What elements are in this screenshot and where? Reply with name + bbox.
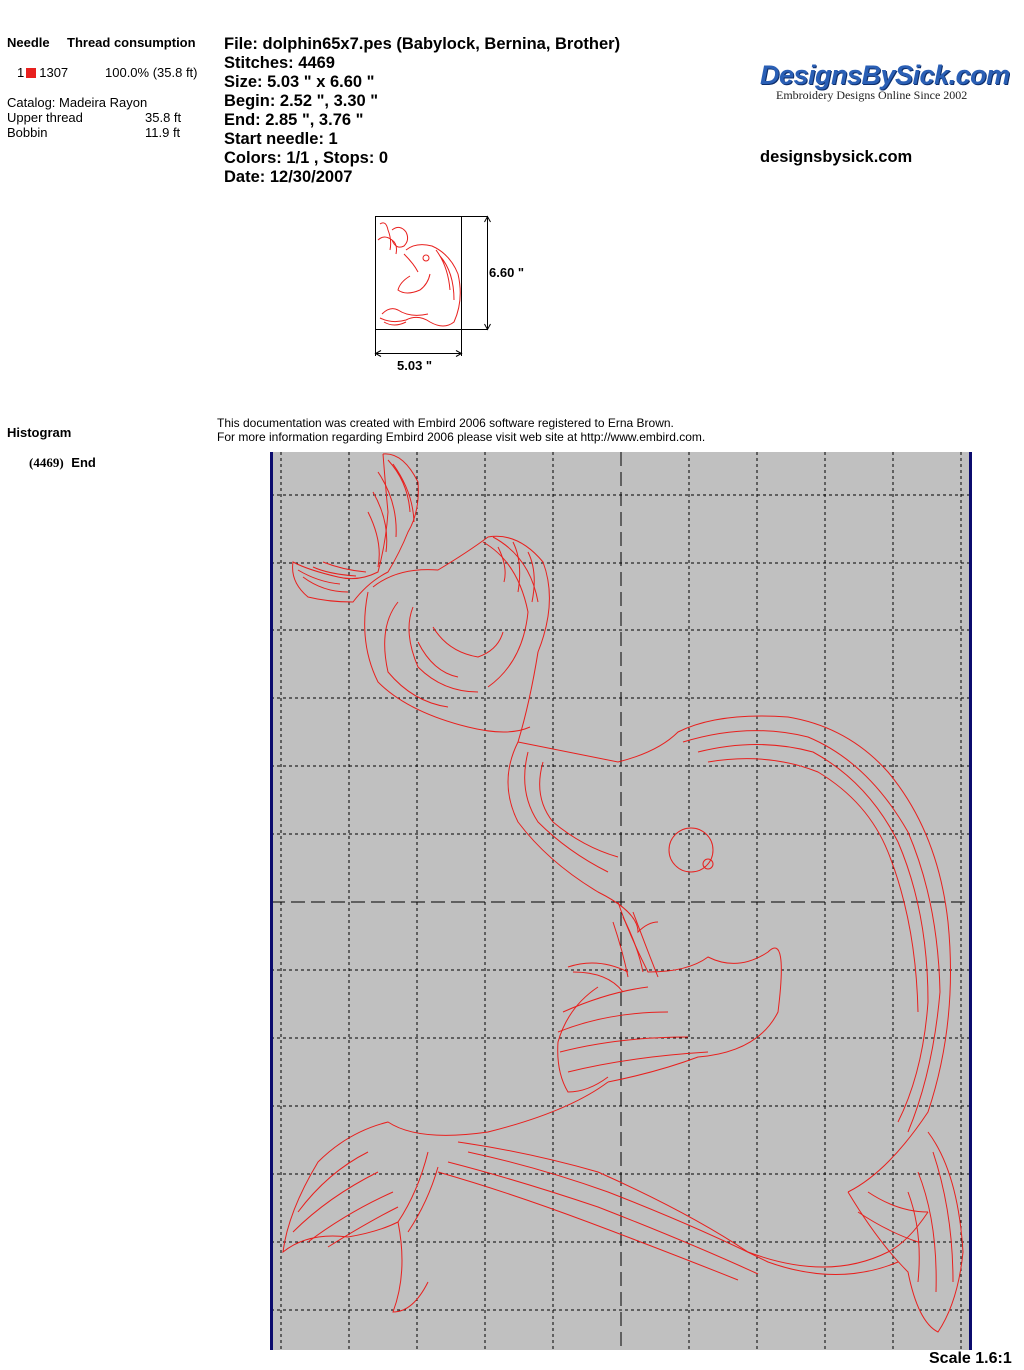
begin-position: Begin: 2.52 ", 3.30 " — [224, 92, 379, 110]
preview-width-label: 5.03 " — [397, 358, 433, 373]
stitch-count: Stitches: 4469 — [224, 54, 335, 72]
design-info — [224, 35, 620, 187]
bobbin-value: 11.9 ft — [145, 125, 181, 140]
end-position: End: 2.85 ", 3.76 " — [224, 111, 364, 129]
canvas-left-border — [270, 452, 273, 1350]
thread-color-swatch — [26, 68, 36, 78]
histogram-count: (4469) — [29, 455, 64, 470]
site-logo — [760, 60, 1010, 103]
documentation-note — [217, 416, 705, 444]
histogram-entry — [29, 455, 96, 471]
colors-stops: Colors: 1/1 , Stops: 0 — [224, 149, 389, 167]
upper-thread-value: 35.8 ft — [145, 110, 182, 125]
bobbin-label: Bobbin — [7, 125, 48, 140]
scale-label: Scale 1.6:1 — [929, 1350, 1012, 1367]
design-size: Size: 5.03 " x 6.60 " — [224, 73, 375, 91]
canvas-right-border — [969, 452, 972, 1350]
note-line-2: For more information regarding Embird 2006 please visit web site at http://www.embird.com. — [217, 430, 706, 444]
logo-tagline: Embroidery Designs Online Since 2002 — [776, 88, 968, 102]
start-needle: Start needle: 1 — [224, 130, 338, 148]
preview-frame — [376, 217, 462, 330]
needle-header: Needle — [7, 35, 50, 50]
thread-consumption-value: 100.0% (35.8 ft) — [105, 65, 198, 80]
file-name: File: dolphin65x7.pes (Babylock, Bernina, Brother) — [224, 35, 621, 53]
note-line-1: This documentation was created with Embird 2006 software registered to Erna Brown. — [217, 416, 674, 430]
histogram-title: Histogram — [7, 425, 72, 440]
thread-code: 1307 — [39, 65, 69, 80]
design-canvas — [268, 452, 976, 1352]
design-preview — [370, 210, 540, 380]
preview-height-label: 6.60 " — [489, 265, 525, 280]
logo-text: DesignsBySick.com — [760, 60, 1010, 90]
upper-thread-label: Upper thread — [7, 110, 83, 125]
catalog-label: Catalog: Madeira Rayon — [7, 95, 148, 110]
design-date: Date: 12/30/2007 — [224, 168, 353, 186]
site-url: designsbysick.com — [760, 148, 913, 166]
histogram-end-label: End — [71, 455, 96, 470]
thread-consumption-header: Thread consumption — [67, 35, 196, 50]
thread-row — [17, 65, 68, 80]
needle-number: 1 — [17, 65, 25, 80]
